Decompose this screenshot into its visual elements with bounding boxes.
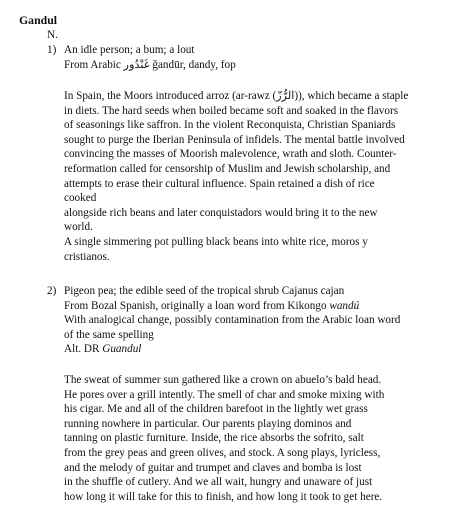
sense-2-alt [64,342,450,357]
story-line: in diets. The hard seeds when boiled became soft and soaked in the flavors [64,104,399,117]
story-line: tanning on plastic furniture. Inside, the rice absorbs the sofrito, salt [64,432,364,445]
sense-1-number: 1) [47,44,57,56]
story-line: alongside rich beans and later conquistadors would bring it to the new [64,206,378,219]
etymology-prefix: From Bozal Spanish, originally a loan word from Kikongo [64,299,330,312]
etymology-translit: ğandūr [152,58,183,71]
story-line: A single simmering pot pulling black beans into white rice, moros y [64,235,368,248]
sense-2-definition: Pigeon pea; the edible seed of the tropical shrub Cajanus cajan [64,285,345,297]
story-line: attempts to erase their cultural influence. Spain retained a dish of rice [64,177,375,190]
story-line: convincing the masses of Moorish malevolence, wrath and sloth. Counter- [64,148,397,161]
story-line: his cigar. Me and all of the children barefoot in the lightly wet grass [64,403,368,416]
sense-2-story [64,373,454,504]
sense-2-number: 2) [47,285,57,297]
part-of-speech: N. [47,29,58,41]
story-line: world. [64,221,93,234]
etymology-prefix: From Arabic [64,58,124,71]
headword: Gandul [19,13,58,27]
story-line: cristianos. [64,250,110,263]
story-line: cooked [64,192,97,205]
story-line: The sweat of summer sun gathered like a crown on abuelo’s bald head. [64,374,382,386]
story-line: reformation called for censorship of Muslim and Jewish scholarship, and [64,162,391,175]
story-line: from the grey peas and green olives, and stock. A song plays, lyricless, [64,446,381,459]
sense-2-analogy-line2: of the same spelling [64,328,154,341]
etymology-suffix: , dandy, fop [183,58,236,71]
story-line: of seasonings like saffron. In the violent Reconquista, Christian Spaniards [64,119,396,132]
story-line: and the melody of guitar and trumpet and claves and bomba is lost [64,461,362,474]
sense-1-definition: An idle person; a bum; a lout [64,44,195,56]
sense-1-entry [64,43,450,72]
story-line: running nowhere in particular. Our parents playing dominos and [64,417,352,430]
story-line: sought to purge the Iberian Peninsula of infidels. The mental battle involved [64,133,405,146]
story-line: in the shuffle of cutlery. And we all wait, hungry and unaware of just [64,476,373,489]
sense-2-entry [64,284,450,357]
sense-1-etymology [64,58,450,73]
story-line: In Spain, the Moors introduced arroz (ar-rawz (الرُّزّ)), which became a staple [64,90,409,102]
etymology-word: wandú [329,299,360,312]
sense-1-story [64,89,454,264]
sense-2-etymology [64,299,450,314]
alt-prefix: Alt. DR [64,343,103,356]
sense-2-analogy-line1: With analogical change, possibly contamination from the Arabic loan word [64,314,401,327]
story-line: He pores over a grill intently. The smell of char and smoke mixing with [64,388,385,401]
etymology-arabic: غَنْدُور [123,58,150,71]
alt-word: Guandul [102,343,142,356]
story-line: how long it will take for this to finish, and how long it took to get here. [64,490,383,503]
